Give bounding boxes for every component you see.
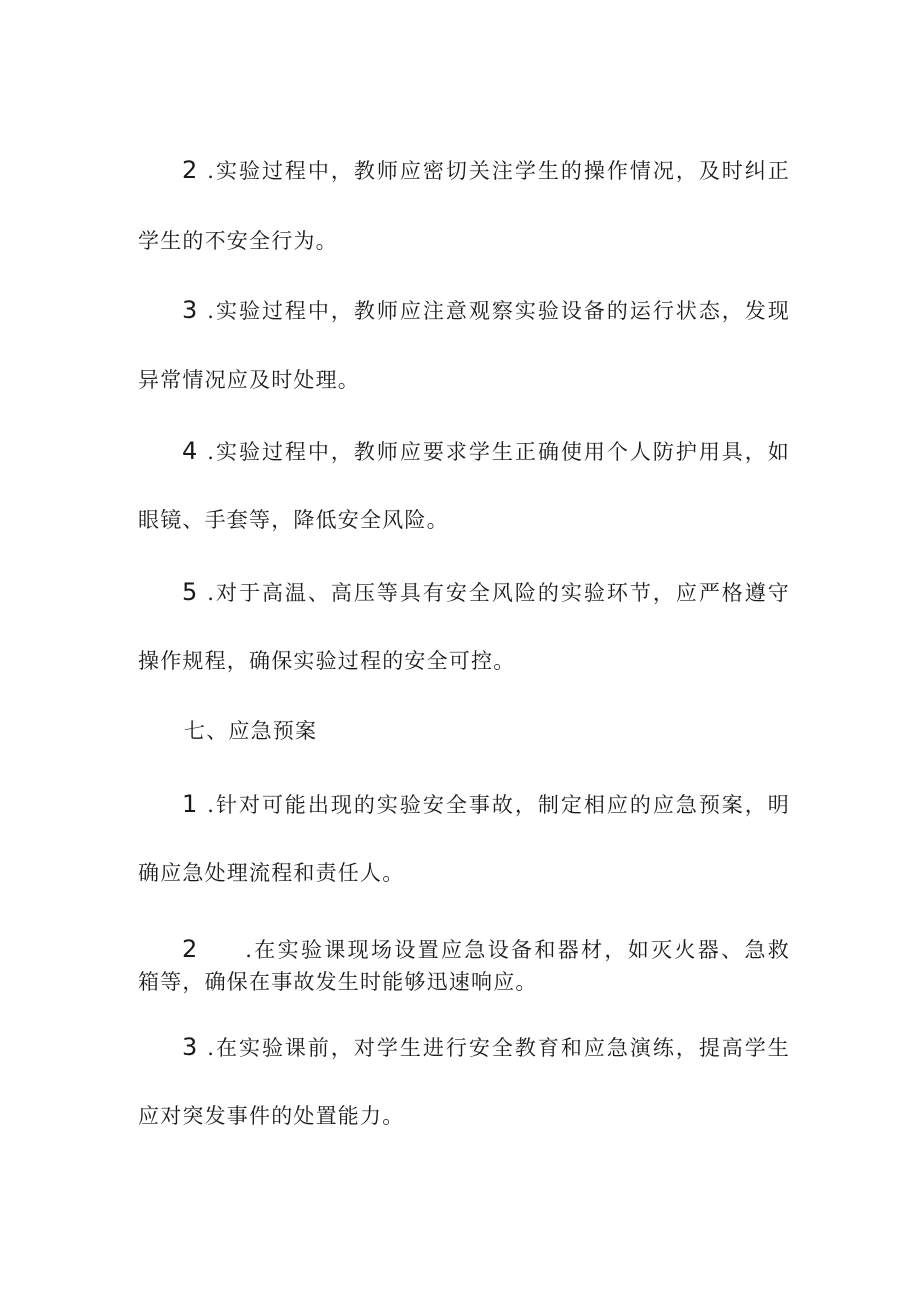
item-text: .实验过程中，教师应要求学生正确使用个人防护用具，如: [207, 440, 790, 464]
paragraph-line: 应对突发事件的处置能力。: [138, 1104, 405, 1128]
item-number: 3: [182, 296, 198, 324]
paragraph-line: 确应急处理流程和责任人。: [138, 861, 405, 885]
paragraph-line: 眼镜、手套等，降低安全风险。: [138, 508, 449, 532]
paragraph-line: [182, 436, 790, 467]
item-number: 4: [182, 437, 198, 465]
item-text: .实验过程中，教师应注意观察实验设备的运行状态，发现: [207, 299, 790, 323]
item-text: .针对可能出现的实验安全事故，制定相应的应急预案，明: [207, 793, 790, 817]
item-number: 2: [182, 156, 198, 184]
paragraph-line: [182, 789, 790, 820]
paragraph-line: 箱等，确保在事故发生时能够迅速响应。: [138, 970, 538, 994]
item-number: 3: [182, 1033, 198, 1061]
paragraph-line: [182, 577, 790, 608]
paragraph-line: [182, 295, 790, 326]
paragraph-line: [182, 155, 790, 186]
item-text: .对于高温、高压等具有安全风险的实验环节，应严格遵守: [207, 581, 790, 605]
paragraph-line: 异常情况应及时处理。: [138, 368, 360, 392]
paragraph-line: [182, 934, 790, 965]
item-text: .实验过程中，教师应密切关注学生的操作情况，及时纠正: [207, 159, 790, 183]
item-text: .在实验课前，对学生进行安全教育和应急演练，提高学生: [207, 1036, 790, 1060]
item-text: .在实验课现场设置应急设备和器材，如灭火器、急救: [245, 938, 790, 962]
item-number: 1: [182, 790, 198, 818]
item-number: 5: [182, 578, 198, 606]
paragraph-line: 操作规程，确保实验过程的安全可控。: [138, 649, 516, 673]
item-number: 2: [182, 935, 198, 963]
paragraph-line: [182, 1032, 790, 1063]
section-heading: 七、应急预案: [184, 719, 318, 743]
paragraph-line: 学生的不安全行为。: [138, 229, 338, 253]
